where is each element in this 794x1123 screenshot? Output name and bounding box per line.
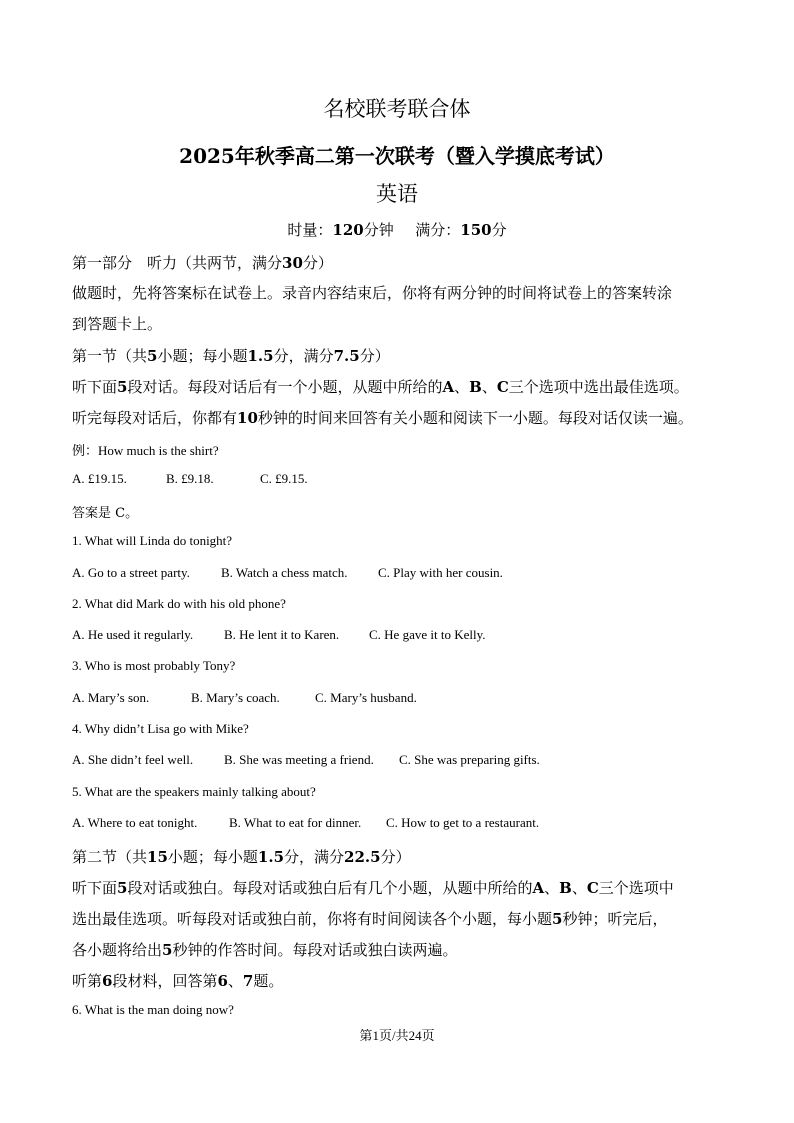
org-title: 名校联考联合体 bbox=[323, 97, 471, 121]
section2-heading: 第二节（共15小题；每小题1.5分，满分22.5分） bbox=[72, 848, 411, 866]
question-stem: 6. What is the man doing now? bbox=[72, 1002, 234, 1017]
option: C. She was preparing gifts. bbox=[399, 752, 540, 767]
option: C. Mary’s husband. bbox=[315, 690, 417, 705]
question-stem: 5. What are the speakers mainly talking about? bbox=[72, 784, 316, 799]
option: A. Go to a street party. bbox=[72, 565, 190, 580]
question-stem: 3. Who is most probably Tony? bbox=[72, 658, 236, 673]
question-options bbox=[72, 752, 540, 768]
question-options bbox=[72, 690, 417, 706]
option: C. How to get to a restaurant. bbox=[386, 815, 540, 830]
exam-title: 2025年秋季高二第一次联考（暨入学摸底考试） bbox=[179, 144, 615, 168]
question-stem: 1. What will Linda do tonight? bbox=[72, 533, 233, 548]
subject-title: 英语 bbox=[376, 182, 418, 206]
material-6-heading: 听第6段材料，回答第6、7题。 bbox=[72, 972, 284, 990]
part1-intro-line2: 到答题卡上。 bbox=[72, 315, 163, 333]
example-answer: 答案是 C。 bbox=[72, 506, 139, 521]
question-stem: 4. Why didn’t Lisa go with Mike? bbox=[72, 721, 249, 736]
question-stem: 2. What did Mark do with his old phone? bbox=[72, 596, 286, 611]
example-question: 例：How much is the shirt? bbox=[72, 443, 219, 459]
example-options bbox=[72, 471, 308, 487]
time-score-line: 时量：120分钟 满分：150分 bbox=[287, 221, 507, 239]
option: C. He gave it to Kelly. bbox=[369, 627, 486, 642]
section1-heading: 第一节（共5小题；每小题1.5分，满分7.5分） bbox=[72, 347, 390, 365]
page-footer: 第1页/共24页 bbox=[359, 1028, 435, 1043]
section2-instruction-3: 各小题将给出5秒钟的作答时间。每段对话或独白读两遍。 bbox=[72, 941, 458, 959]
example-option: B. £9.18. bbox=[166, 471, 214, 486]
option: B. She was meeting a friend. bbox=[224, 752, 374, 767]
example-option: A. £19.15. bbox=[72, 471, 127, 486]
part1-heading: 第一部分 听力（共两节，满分30分） bbox=[72, 254, 333, 272]
question-options bbox=[72, 627, 486, 643]
option: B. What to eat for dinner. bbox=[229, 815, 362, 830]
option: A. Mary’s son. bbox=[72, 690, 150, 705]
question-options bbox=[72, 565, 503, 581]
option: A. Where to eat tonight. bbox=[72, 815, 198, 830]
option: C. Play with her cousin. bbox=[378, 565, 503, 580]
question-options bbox=[72, 815, 539, 831]
section1-instruction-2: 听完每段对话后，你都有10秒钟的时间来回答有关小题和阅读下一小题。每段对话仅读一遍。 bbox=[72, 409, 693, 427]
option: B. Mary’s coach. bbox=[191, 690, 280, 705]
part1-intro-line1: 做题时，先将答案标在试卷上。录音内容结束后，你将有两分钟的时间将试卷上的答案转涂 bbox=[72, 284, 673, 302]
option: A. He used it regularly. bbox=[72, 627, 194, 642]
section2-instruction-2: 选出最佳选项。听每段对话或独白前，你将有时间阅读各个小题，每小题5秒钟；听完后， bbox=[72, 910, 668, 928]
option: B. He lent it to Karen. bbox=[224, 627, 340, 642]
option: B. Watch a chess match. bbox=[221, 565, 348, 580]
section1-instruction-1: 听下面5段对话。每段对话后有一个小题，从题中所给的A、B、C三个选项中选出最佳选项。 bbox=[72, 378, 689, 396]
option: A. She didn’t feel well. bbox=[72, 752, 194, 767]
example-option: C. £9.15. bbox=[260, 471, 308, 486]
section2-instruction-1: 听下面5段对话或独白。每段对话或独白后有几个小题，从题中所给的A、B、C三个选项中 bbox=[72, 879, 674, 897]
